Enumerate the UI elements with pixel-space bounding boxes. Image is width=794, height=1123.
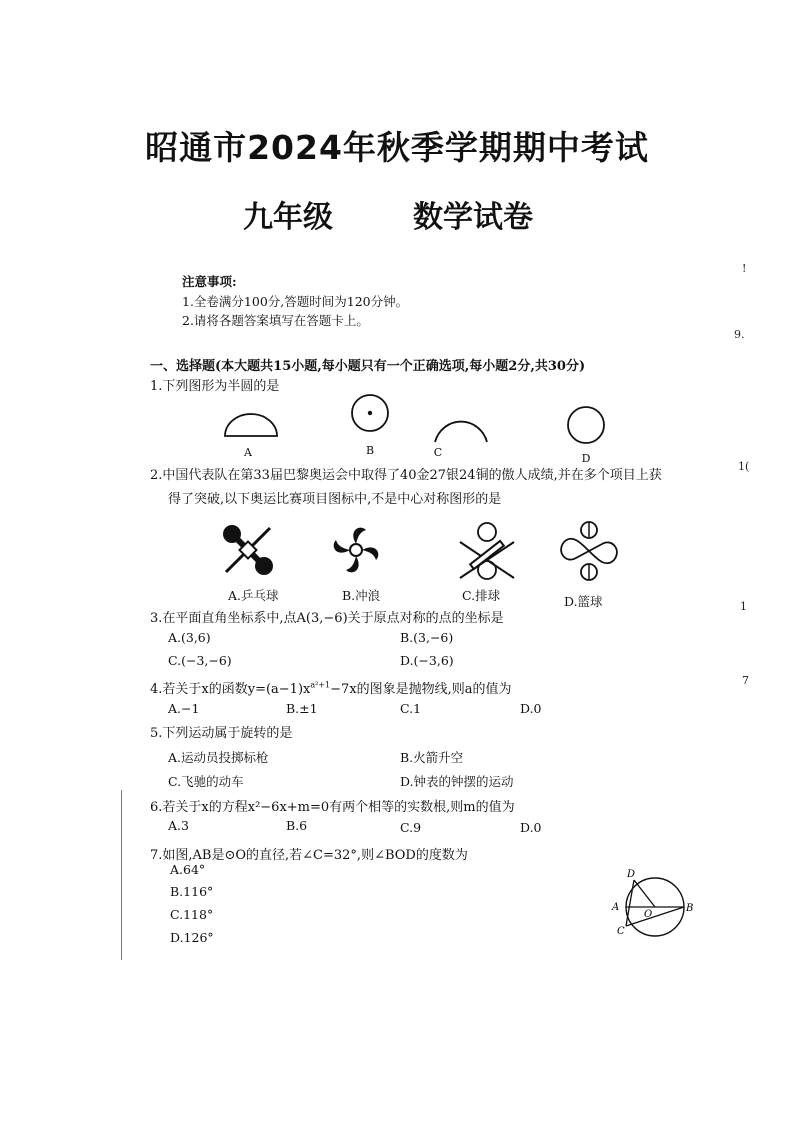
option-c: C.1 [400, 701, 422, 716]
point-c-label: C [617, 926, 625, 937]
volleyball-icon [456, 520, 518, 582]
option-d: D.钟表的钟摆的运动 [400, 774, 514, 789]
option-b: B.116° [170, 884, 214, 899]
option-label: D [581, 452, 591, 465]
edge-mark: 9. [734, 328, 745, 341]
option-label: C.排球 [462, 588, 501, 603]
question-7-stem: 7.如图,AB是⊙O的直径,若∠C=32°,则∠BOD的度数为 [150, 848, 468, 863]
point-a-label: A [612, 902, 620, 913]
subject-label: 数学试卷 [413, 200, 533, 235]
point-d-label: D [627, 869, 636, 880]
note-item: 2.请将各题答案填写在答题卡上。 [182, 313, 369, 328]
option-label: B [365, 444, 375, 457]
option-a: A.运动员投掷标枪 [168, 750, 269, 765]
question-4-stem-head: 4.若关于x的函数y=(a−1)x [150, 682, 311, 697]
semicircle-figure-a [222, 410, 282, 440]
edge-mark: 1 [740, 600, 747, 613]
section-heading: 一、选择题(本大题共15小题,每小题只有一个正确选项,每小题2分,共30分) [150, 359, 586, 374]
question-4-exponent: a²+1 [310, 680, 331, 690]
option-b: B.火箭升空 [400, 750, 464, 765]
option-c: C.118° [170, 907, 214, 922]
option-a: A.3 [168, 818, 189, 833]
option-a: A.−1 [168, 701, 200, 716]
exam-title: 昭通市2024年秋季学期期中考试 [145, 128, 649, 167]
surfing-icon [326, 520, 386, 580]
option-d: D.(−3,6) [400, 653, 454, 668]
option-label: A [244, 446, 252, 459]
question-4-stem [150, 678, 512, 697]
option-b: B.±1 [286, 701, 318, 716]
option-c: C.(−3,−6) [168, 653, 232, 668]
question-4-stem-tail: −7x的图象是抛物线,则a的值为 [330, 682, 512, 697]
option-label: B.冲浪 [342, 588, 381, 603]
edge-mark: 1( [738, 460, 750, 473]
option-b: B.6 [286, 818, 308, 833]
question-6-stem: 6.若关于x的方程x²−6x+m=0有两个相等的实数根,则m的值为 [150, 800, 515, 815]
scan-margin-line [121, 790, 122, 960]
edge-mark: ! [742, 262, 747, 275]
option-c: C.9 [400, 820, 422, 835]
option-label: A.乒乓球 [228, 588, 279, 603]
circle-figure-d [565, 404, 607, 446]
basketball-icon [558, 520, 620, 582]
question-2-stem-cont: 得了突破,以下奥运比赛项目图标中,不是中心对称图形的是 [168, 492, 502, 507]
option-label: C [433, 446, 443, 459]
option-a: A.64° [170, 862, 206, 877]
question-2-stem: 2.中国代表队在第33届巴黎奥运会中取得了40金27银24铜的傲人成绩,并在多个项目上获 [150, 468, 662, 483]
notes-heading: 注意事项: [182, 274, 237, 289]
option-d: D.126° [170, 930, 214, 945]
grade-label: 九年级 [243, 200, 333, 235]
point-o-label: O [644, 909, 653, 920]
option-c: C.飞驰的动车 [168, 774, 244, 789]
question-1-stem: 1.下列图形为半圆的是 [150, 379, 280, 394]
question-5-stem: 5.下列运动属于旋转的是 [150, 726, 293, 741]
note-item: 1.全卷满分100分,答题时间为120分钟。 [182, 294, 409, 309]
question-3-stem: 3.在平面直角坐标系中,点A(3,−6)关于原点对称的点的坐标是 [150, 611, 504, 626]
circle-with-center-figure-b [350, 393, 390, 433]
option-d: D.0 [520, 701, 542, 716]
option-label: D.篮球 [564, 594, 603, 609]
point-b-label: B [686, 903, 694, 914]
option-d: D.0 [520, 820, 542, 835]
arc-figure-c [430, 408, 492, 444]
option-a: A.(3,6) [168, 630, 211, 645]
circle-diagram-figure [608, 866, 698, 938]
option-b: B.(3,−6) [400, 630, 454, 645]
edge-mark: 7 [742, 674, 749, 687]
table-tennis-icon [218, 520, 278, 580]
